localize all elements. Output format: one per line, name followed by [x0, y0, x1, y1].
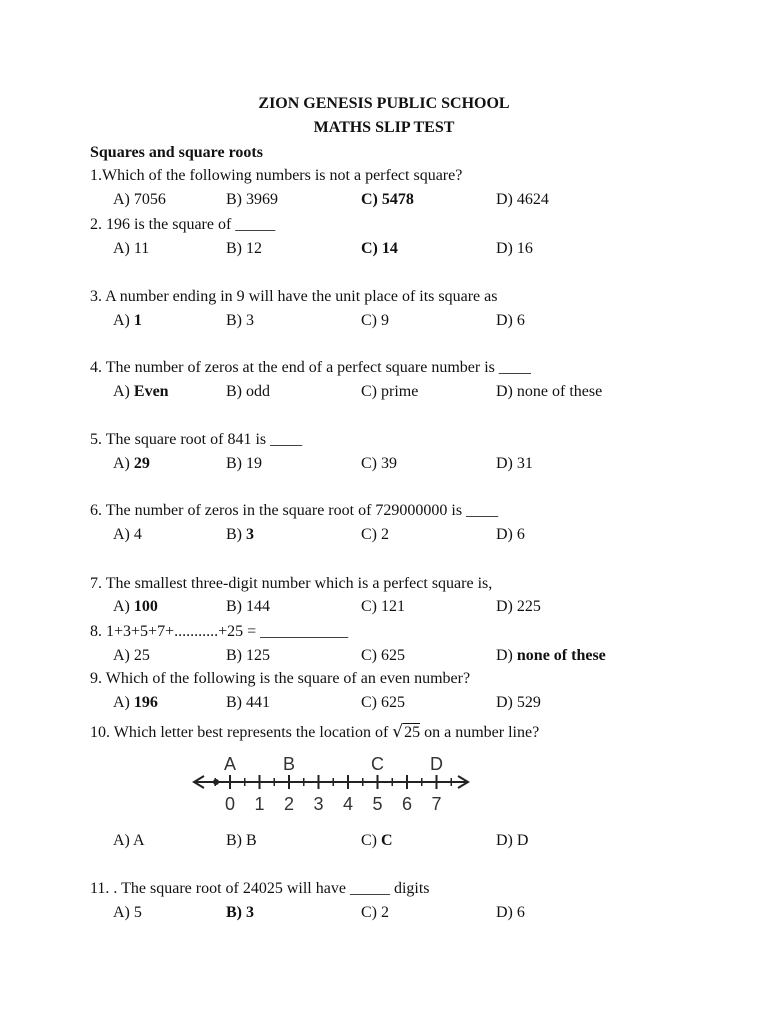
tick-label-1: 1 [254, 794, 265, 814]
option-d: D) 4624 [496, 191, 549, 208]
option-a: A) A [113, 832, 145, 849]
test-title: MATHS SLIP TEST [313, 119, 455, 136]
question-9: 9. Which of the following is the square of an even number? [90, 670, 471, 687]
option-b-answer: B) 3 [226, 904, 254, 921]
option-c: C) 2 [361, 904, 389, 921]
square-root-expression: √25 [392, 722, 421, 742]
tick-label-7: 7 [431, 794, 442, 814]
topic-heading: Squares and square roots [90, 144, 263, 161]
option-c-answer: C) C [361, 832, 393, 849]
option-b: B) 19 [226, 455, 262, 472]
option-d: D) 225 [496, 598, 541, 615]
option-d: D) 6 [496, 312, 525, 329]
option-c: C) 121 [361, 598, 405, 615]
option-d: D) 16 [496, 240, 533, 257]
option-a-answer: A) 100 [113, 598, 158, 615]
question-2: 2. 196 is the square of _____ [90, 216, 276, 233]
option-c: C) 2 [361, 526, 389, 543]
option-a: A) 25 [113, 647, 150, 664]
option-a-answer: A) 196 [113, 694, 158, 711]
question-6: 6. The number of zeros in the square root of 729000000 is ____ [90, 502, 499, 519]
option-a: A) 4 [113, 526, 142, 543]
question-8: 8. 1+3+5+7+...........+25 = ___________ [90, 623, 349, 640]
option-d: D) 529 [496, 694, 541, 711]
option-d-answer: D) none of these [496, 647, 606, 664]
option-a: A) 5 [113, 904, 142, 921]
point-label-D: D [430, 754, 443, 774]
number-line [186, 752, 486, 822]
tick-label-5: 5 [372, 794, 383, 814]
question-3: 3. A number ending in 9 will have the unit place of its square as [90, 288, 498, 305]
tick-label-6: 6 [401, 794, 413, 814]
question-4: 4. The number of zeros at the end of a perfect square number is ____ [90, 359, 531, 376]
option-c: C) 39 [361, 455, 397, 472]
question-7: 7. The smallest three-digit number which is a perfect square is, [90, 575, 493, 592]
option-b: B) 12 [226, 240, 262, 257]
option-c-answer: C) 14 [361, 240, 398, 257]
option-b: B) 144 [226, 598, 270, 615]
option-d: D) none of these [496, 383, 603, 400]
question-5: 5. The square root of 841 is ____ [90, 431, 303, 448]
option-b: B) 441 [226, 694, 270, 711]
tick-label-2: 2 [283, 794, 295, 814]
question-11: 11. . The square root of 24025 will have _____ digits [90, 880, 430, 897]
option-a-answer: A) 29 [113, 455, 150, 472]
option-d: D) 6 [496, 904, 525, 921]
tick-label-0: 0 [224, 794, 236, 814]
option-d: D) 6 [496, 526, 525, 543]
option-c: C) 625 [361, 694, 405, 711]
tick-label-4: 4 [342, 794, 354, 814]
point-label-B: B [282, 754, 296, 774]
option-b: B) 3 [226, 312, 254, 329]
option-c-answer: C) 5478 [361, 191, 414, 208]
option-b: B) B [226, 832, 257, 849]
option-a-answer: A) 1 [113, 312, 142, 329]
option-c: C) 9 [361, 312, 389, 329]
option-a: A) 11 [113, 240, 150, 257]
point-label-A: A [223, 754, 237, 774]
option-c: C) prime [361, 383, 419, 400]
option-c: C) 625 [361, 647, 405, 664]
question-10: 10. Which letter best represents the location of √25 on a number line? [90, 722, 540, 742]
question-1: 1.Which of the following numbers is not a perfect square? [90, 167, 463, 184]
option-d: D) 31 [496, 455, 533, 472]
option-d: D) D [496, 832, 529, 849]
option-b: B) 125 [226, 647, 270, 664]
school-name: ZION GENESIS PUBLIC SCHOOL [258, 95, 510, 112]
option-b-answer: B) 3 [226, 526, 254, 543]
option-a-answer: A) Even [113, 383, 169, 400]
point-dot-A [213, 779, 219, 785]
tick-label-3: 3 [313, 794, 324, 814]
option-b: B) odd [226, 383, 270, 400]
option-a: A) 7056 [113, 191, 166, 208]
point-label-C: C [371, 754, 384, 774]
option-b: B) 3969 [226, 191, 278, 208]
